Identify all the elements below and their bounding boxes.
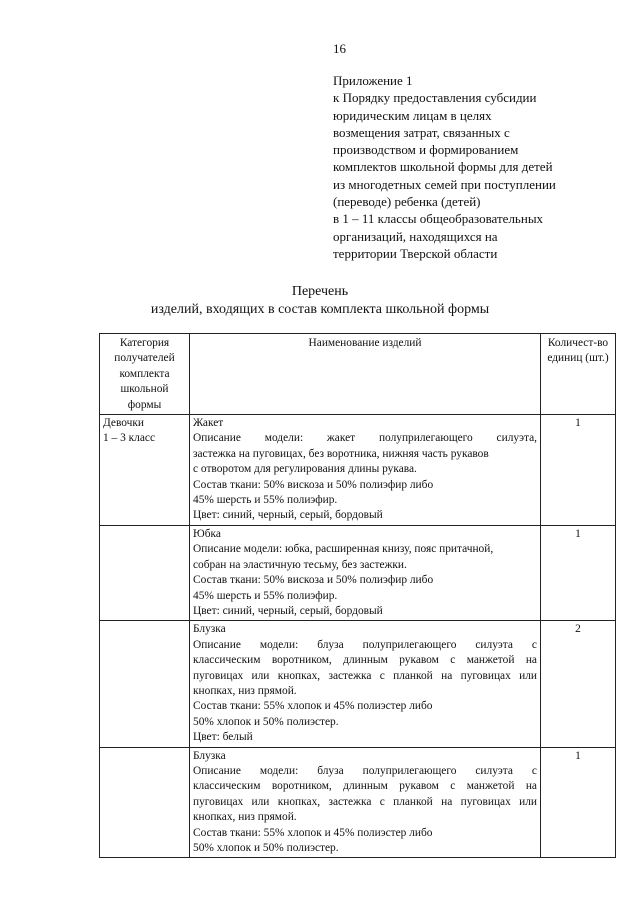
item-fabric-line: 50% хлопок и 50% полиэстер. bbox=[193, 715, 339, 728]
item-description-line: кнопках, низ прямой. bbox=[193, 811, 297, 824]
appendix-line: возмещения затрат, связанных с bbox=[333, 124, 510, 140]
appendix-line: юридическим лицам в целях bbox=[333, 107, 492, 123]
category-line-2: 1 – 3 класс bbox=[103, 432, 156, 445]
item-description-line: собран на эластичную тесьму, без застежки. bbox=[193, 558, 407, 571]
category-cell-continued bbox=[100, 621, 190, 747]
item-description-line: с отворотом для регулирования длины рукава. bbox=[193, 463, 417, 476]
category-line-1: Девочки bbox=[103, 417, 145, 430]
item-color: Цвет: синий, черный, серый, бордовый bbox=[193, 604, 383, 617]
item-cell bbox=[190, 415, 541, 526]
category-cell-continued bbox=[100, 747, 190, 858]
appendix-line: из многодетных семей при поступлении bbox=[333, 176, 556, 192]
appendix-header bbox=[333, 72, 583, 262]
item-description-line: застежка на пуговицах, без воротника, нижняя часть рукавов bbox=[193, 447, 489, 460]
item-fabric-line: 45% шерсть и 55% полиэфир. bbox=[193, 589, 338, 602]
item-name: Блузка bbox=[193, 749, 226, 762]
item-cell bbox=[190, 747, 541, 858]
appendix-line: комплектов школьной формы для детей bbox=[333, 159, 553, 175]
item-description-line: пуговицах или кнопках, застежка с планкой на пуговицах или bbox=[193, 795, 537, 808]
appendix-line: Приложение 1 bbox=[333, 73, 413, 88]
item-fabric-line: 50% хлопок и 50% полиэстер. bbox=[193, 842, 339, 854]
title-line-1: Перечень bbox=[291, 284, 349, 299]
header-category: Категория получателей комплекта школьной формы bbox=[100, 334, 190, 415]
item-fabric-line: 45% шерсть и 55% полиэфир. bbox=[193, 494, 338, 507]
item-name: Жакет bbox=[193, 417, 224, 430]
quantity-cell: 1 bbox=[541, 525, 616, 620]
title-line-2: изделий, входящих в состав комплекта школьной формы bbox=[150, 302, 490, 317]
item-description-line: пуговицах или кнопках, застежка с планкой на пуговицах или bbox=[193, 669, 537, 682]
header-quantity: Количест-во единиц (шт.) bbox=[541, 334, 616, 415]
quantity-cell: 1 bbox=[541, 747, 616, 858]
category-cell bbox=[100, 415, 190, 526]
appendix-line: к Порядку предоставления субсидии bbox=[333, 90, 537, 106]
page-number: 16 bbox=[333, 41, 346, 56]
item-description-line: Описание модели: юбка, расширенная книзу, пояс притачной, bbox=[193, 543, 494, 556]
quantity-cell: 1 bbox=[541, 415, 616, 526]
appendix-line: в 1 – 11 классы общеобразовательных bbox=[333, 211, 544, 227]
appendix-line: (переводе) ребенка (детей) bbox=[333, 194, 481, 210]
appendix-line: организаций, находящихся на bbox=[333, 228, 498, 244]
header-name: Наименование изделий bbox=[190, 334, 541, 415]
item-name: Блузка bbox=[193, 623, 226, 636]
item-description-line: Описание модели: блуза полуприлегающего силуэта с bbox=[193, 764, 537, 777]
item-fabric-line: Состав ткани: 50% вискоза и 50% полиэфир либо bbox=[193, 574, 434, 587]
item-fabric-line: Состав ткани: 55% хлопок и 45% полиэстер либо bbox=[193, 700, 433, 713]
item-description-line: Описание модели: блуза полуприлегающего силуэта с bbox=[193, 638, 537, 651]
item-description-line: классическим воротником, длинным рукавом с манжетой на bbox=[193, 654, 537, 667]
quantity-cell: 2 bbox=[541, 621, 616, 747]
item-description-line: Описание модели: жакет полуприлегающего силуэта, bbox=[193, 432, 537, 445]
item-color: Цвет: синий, черный, серый, бордовый bbox=[193, 509, 383, 522]
item-name: Юбка bbox=[193, 527, 221, 540]
table-header-row bbox=[100, 334, 616, 415]
table-row bbox=[100, 525, 616, 620]
table-row bbox=[100, 415, 616, 526]
appendix-line: производством и формированием bbox=[333, 142, 519, 158]
category-cell-continued bbox=[100, 525, 190, 620]
item-description-line: кнопках, низ прямой. bbox=[193, 684, 297, 697]
table-row bbox=[100, 747, 616, 858]
item-color: Цвет: белый bbox=[193, 731, 253, 744]
item-cell bbox=[190, 621, 541, 747]
document-title bbox=[0, 283, 640, 319]
appendix-line: территории Тверской области bbox=[333, 245, 498, 261]
item-cell bbox=[190, 525, 541, 620]
item-fabric-line: Состав ткани: 50% вискоза и 50% полиэфир либо bbox=[193, 478, 434, 491]
item-description-line: классическим воротником, длинным рукавом с манжетой на bbox=[193, 780, 537, 793]
item-fabric-line: Состав ткани: 55% хлопок и 45% полиэстер либо bbox=[193, 826, 433, 839]
table-row bbox=[100, 621, 616, 747]
items-table bbox=[99, 333, 616, 858]
